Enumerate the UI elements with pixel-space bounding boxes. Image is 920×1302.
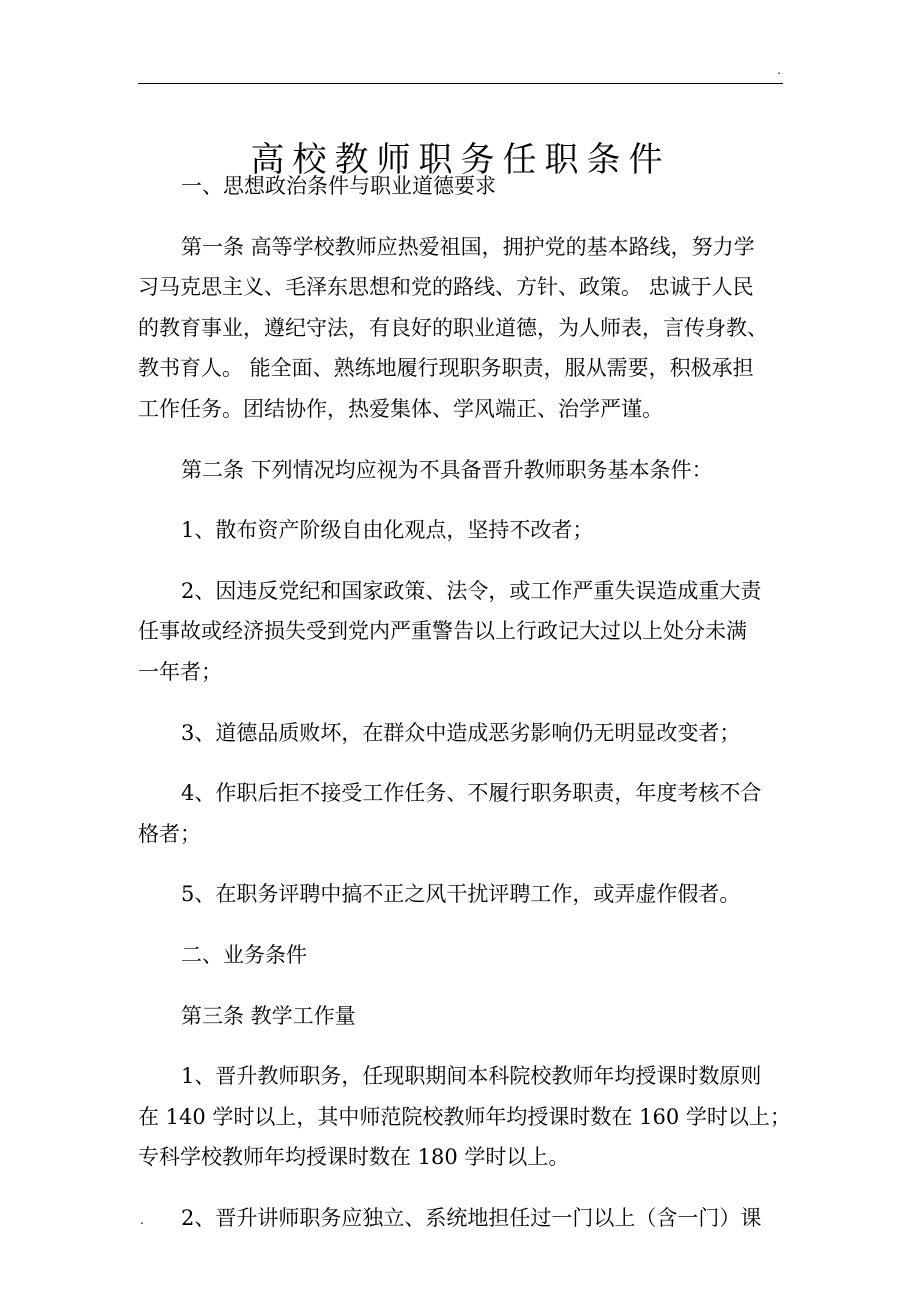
paragraph-gap xyxy=(138,207,783,227)
text-line: 5、在职务评聘中搞不正之风干扰评聘工作，或弄虚作假者。 xyxy=(181,882,741,907)
paragraph-gap xyxy=(138,430,783,450)
paragraph-gap xyxy=(138,551,783,571)
text-line: 在 140 学时以上，其中师范院校教师年均授课时数在 160 学时以上； xyxy=(138,1104,791,1129)
text-line: 二、业务条件 xyxy=(181,942,307,967)
text-line: 格者； xyxy=(138,821,201,846)
text-line: 第三条 教学工作量 xyxy=(181,1003,356,1028)
text-line: 一年者； xyxy=(138,659,222,684)
text-line: 第二条 下列情况均应视为不具备晋升教师职务基本条件： xyxy=(181,457,713,482)
text-line: 4、作职后拒不接受工作任务、不履行职务职责，年度考核不合 xyxy=(181,781,762,806)
paragraph-gap xyxy=(138,1036,783,1056)
text-line: 1、晋升教师职务，任现职期间本科院校教师年均授课时数原则 xyxy=(181,1064,762,1089)
header-rule xyxy=(138,83,783,84)
text-line: 的教育事业，遵纪守法，有良好的职业道德，为人师表，言传身教、 xyxy=(138,315,768,340)
text-line: 任事故或经济损失受到党内严重警告以上行政记大过以上处分未满 xyxy=(138,619,747,644)
text-line: 专科学校教师年均授课时数在 180 学时以上。 xyxy=(138,1145,570,1170)
paragraph-gap xyxy=(138,490,783,510)
text-line: 2、晋升讲师职务应独立、系统地担任过一门以上（含一门）课 xyxy=(181,1205,762,1230)
paragraph-gap xyxy=(138,753,783,773)
document-body xyxy=(138,166,791,1238)
document-title: 高校教师职务任职条件 xyxy=(250,139,671,180)
text-line: 第一条 高等学校教师应热爱祖国，拥护党的基本路线，努力学 xyxy=(181,234,755,259)
paragraph-gap xyxy=(138,693,783,713)
text-line: 1、散布资产阶级自由化观点，坚持不改者； xyxy=(181,518,594,543)
paragraph-gap xyxy=(138,1178,783,1198)
footer-mark: . xyxy=(140,1213,144,1227)
paragraph-gap xyxy=(138,976,783,996)
header-mark: . xyxy=(777,63,781,77)
text-line: 教书育人。 能全面、熟练地履行现职务职责，服从需要，积极承担 xyxy=(138,356,754,381)
text-line: 2、因违反党纪和国家政策、法令，或工作严重失误造成重大责 xyxy=(181,578,762,603)
text-line: 工作任务。团结协作，热爱集体、学风端正、治学严谨。 xyxy=(138,396,663,421)
paragraph-gap xyxy=(138,915,783,935)
text-line: 习马克思主义、毛泽东思想和党的路线、方针、政策。 忠诚于人民 xyxy=(138,275,754,300)
paragraph-gap xyxy=(138,854,783,874)
text-line: 一、思想政治条件与职业道德要求 xyxy=(181,174,496,198)
text-line: 3、道德品质败坏，在群众中造成恶劣影响仍无明显改变者； xyxy=(181,720,741,745)
